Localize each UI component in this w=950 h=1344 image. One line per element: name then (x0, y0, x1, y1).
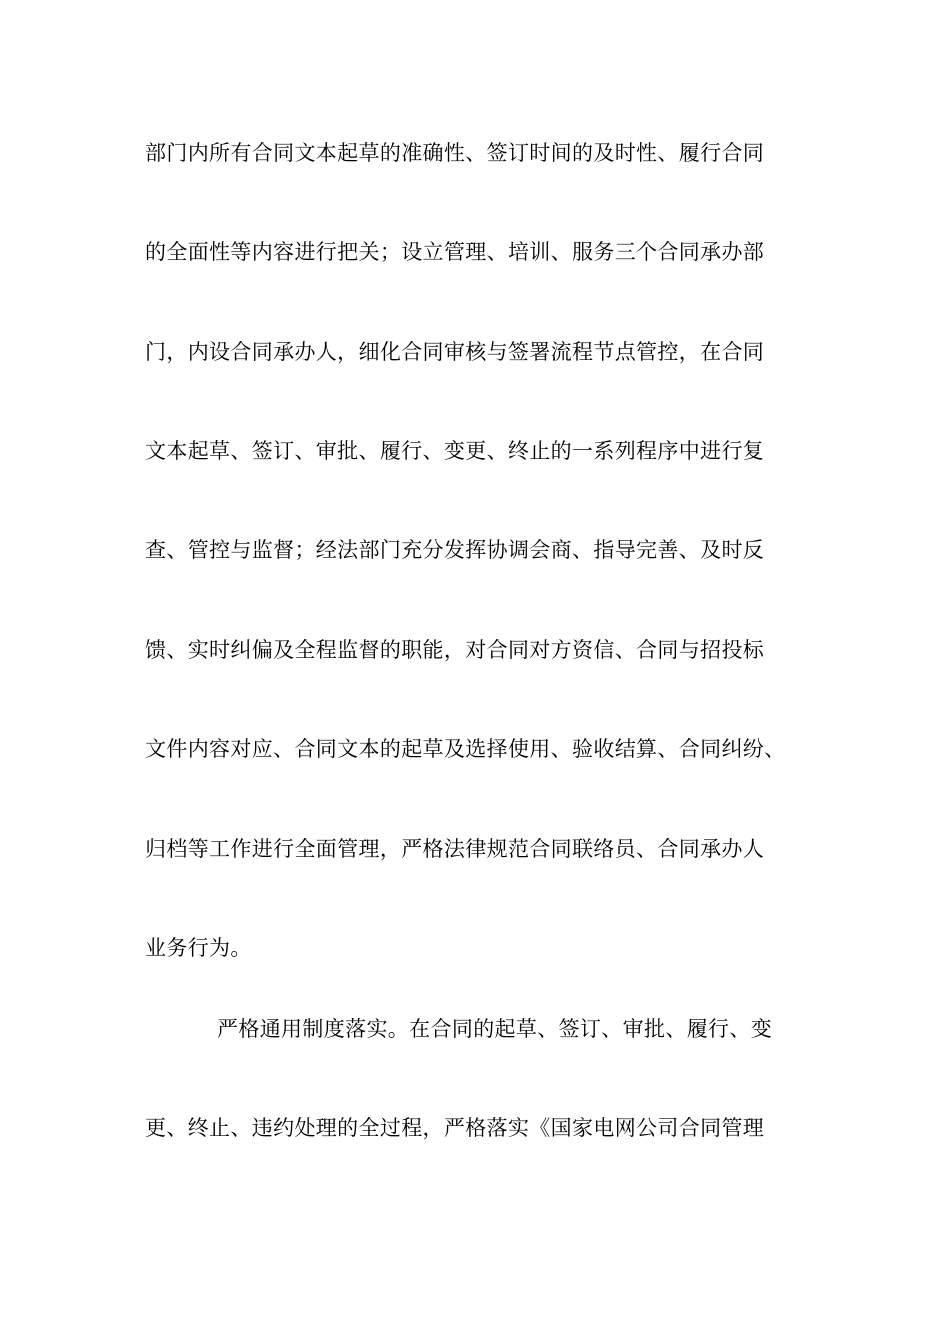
paragraph-line: 馈、实时纠偏及全程监督的职能，对合同对方资信、合同与招投标 (145, 638, 765, 662)
paragraph-heading-line: 严格通用制度落实。在合同的起草、签订、审批、履行、变 (217, 1017, 773, 1041)
paragraph-line: 门，内设合同承办人，细化合同审核与签署流程节点管控，在合同 (145, 340, 765, 364)
paragraph-line: 查、管控与监督；经法部门充分发挥协调会商、指导完善、及时反 (145, 538, 765, 562)
paragraph-line: 文件内容对应、合同文本的起草及选择使用、验收结算、合同纠纷、 (145, 737, 786, 761)
paragraph-line: 归档等工作进行全面管理，严格法律规范合同联络员、合同承办人 (145, 837, 765, 861)
paragraph-line: 文本起草、签订、审批、履行、变更、终止的一系列程序中进行复 (145, 439, 765, 463)
paragraph-line: 的全面性等内容进行把关；设立管理、培训、服务三个合同承办部 (145, 240, 765, 264)
paragraph-line: 业务行为。 (145, 936, 252, 960)
paragraph-line: 部门内所有合同文本起草的准确性、签订时间的及时性、履行合同 (145, 141, 765, 165)
paragraph-line: 更、终止、违约处理的全过程，严格落实《国家电网公司合同管理 (145, 1116, 765, 1140)
